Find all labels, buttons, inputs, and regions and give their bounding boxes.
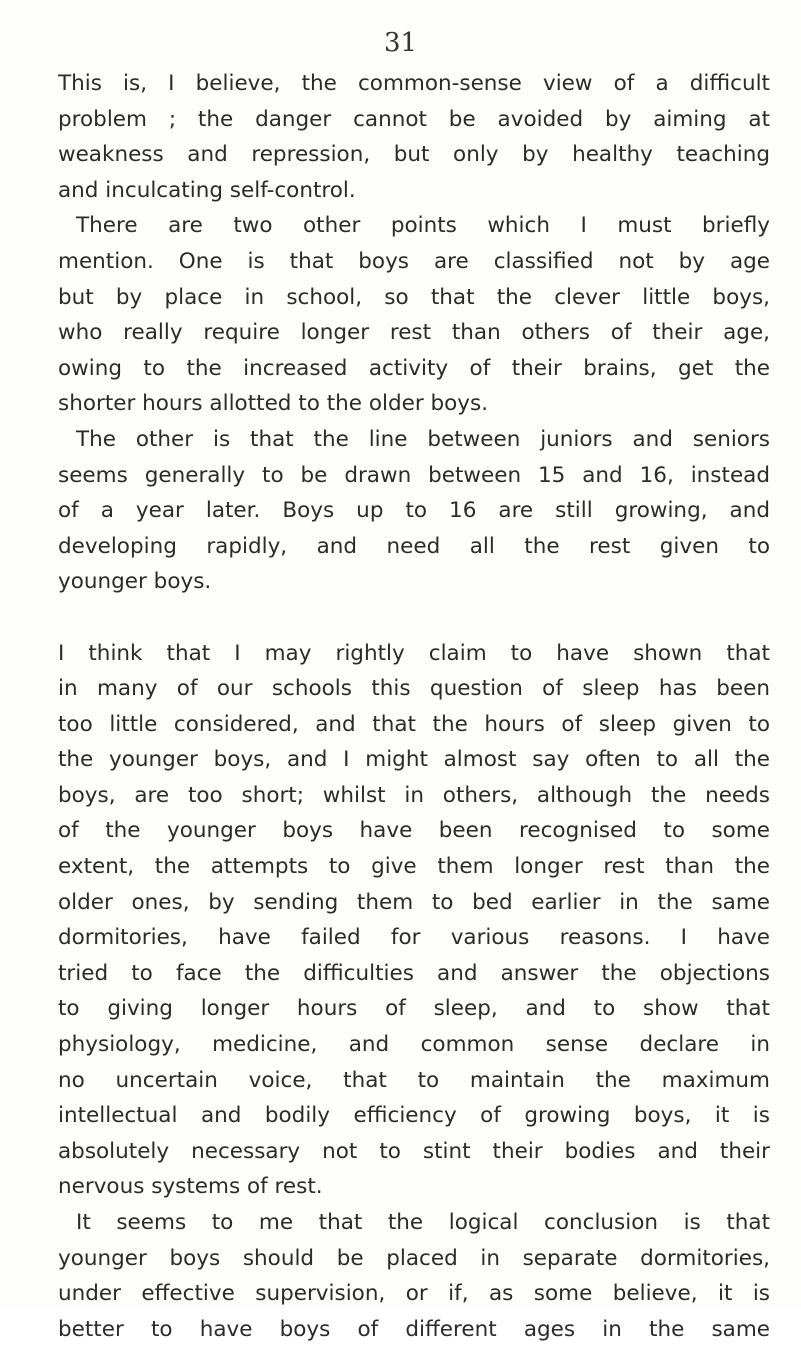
text-line: to giving longer hours of sleep, and to show that (58, 996, 770, 1022)
text-line: absolutely necessary not to stint their bodies and their (58, 1138, 770, 1164)
text-line: It seems to me that the logical conclusion is that (76, 1210, 770, 1235)
text-line: older ones, by sending them to bed earlier in the same (58, 889, 770, 915)
text-line: owing to the increased activity of their brains, get the (58, 355, 770, 381)
text-line: under effective supervision, or if, as some believe, it is (58, 1281, 770, 1307)
text-line: physiology, medicine, and common sense declare in (58, 1032, 770, 1058)
text-line: This is, I believe, the common-sense view of a difficult (58, 71, 770, 96)
text-line: in many of our schools this question of sleep has been (58, 676, 770, 702)
paragraph-5 (58, 1205, 770, 1347)
text-line: I think that I may rightly claim to have shown that (58, 640, 770, 666)
text-line: younger boys. (58, 569, 212, 595)
text-line: who really require longer rest than others of their age, (58, 320, 770, 346)
text-line: extent, the attempts to give them longer rest than the (58, 854, 770, 880)
text-line: of a year later. Boys up to 16 are still growing, and (58, 498, 770, 524)
text-line: of the younger boys have been recognised to some (58, 818, 770, 844)
page-number: 31 (383, 28, 418, 58)
text-line: tried to face the difficulties and answer the objections (58, 960, 770, 986)
text-line: better to have boys of different ages in the same (58, 1316, 770, 1342)
text-line: younger boys should be placed in separate dormitories, (58, 1245, 770, 1271)
text-line: boys, are too short; whilst in others, although the needs (58, 782, 770, 808)
paragraph-3 (58, 422, 770, 600)
paragraph-4 (58, 636, 770, 1206)
text-line: the younger boys, and I might almost say often to all the (58, 747, 770, 773)
text-line: but by place in school, so that the clever little boys, (58, 284, 770, 310)
text-line: mention. One is that boys are classified not by age (58, 248, 770, 274)
text-line: There are two other points which I must briefly (76, 213, 770, 239)
text-line: seems generally to be drawn between 15 and 16, instead (58, 462, 770, 488)
text-line: shorter hours allotted to the older boys. (58, 391, 489, 417)
paragraph-1 (58, 66, 770, 208)
text-line: The other is that the line between juniors and seniors (76, 426, 770, 452)
body-text (58, 66, 770, 1347)
text-line: developing rapidly, and need all the rest given to (58, 533, 770, 559)
text-line: weakness and repression, but only by healthy teaching (58, 142, 770, 168)
text-line: too little considered, and that the hours of sleep given to (58, 711, 770, 737)
text-line: no uncertain voice, that to maintain the maximum (58, 1067, 770, 1093)
text-line: and inculcating self-control. (58, 177, 356, 203)
text-line: dormitories, have failed for various reasons. I have (58, 925, 770, 951)
text-line: nervous systems of rest. (58, 1174, 323, 1200)
text-line: intellectual and bodily efficiency of growing boys, it is (58, 1103, 770, 1129)
paragraph-2 (58, 208, 770, 422)
text-line: problem ; the danger cannot be avoided by aiming at (58, 106, 770, 132)
